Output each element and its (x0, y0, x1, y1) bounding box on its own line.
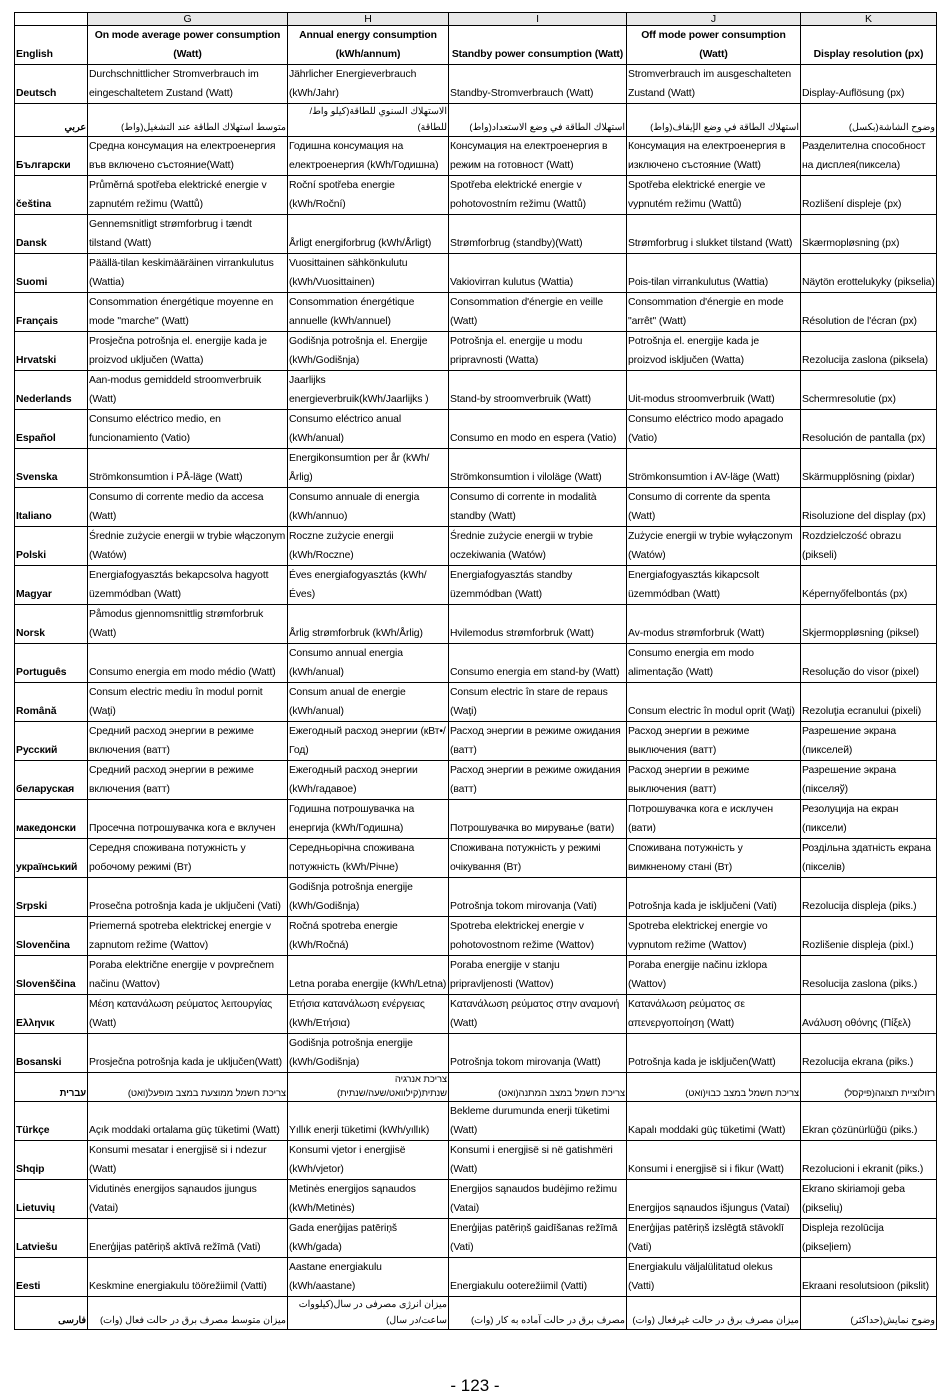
table-cell: Средний расход энергии в режиме включения (ватт) (88, 722, 288, 761)
table-cell: Årlig strømforbruk (kWh/Årlig) (288, 605, 449, 644)
table-cell: Consumo energia em modo alimentação (Watt) (627, 644, 801, 683)
table-row (15, 1034, 937, 1073)
table-row (15, 1073, 937, 1102)
table-cell: Расход энергии в режиме выключения (ватт) (627, 761, 801, 800)
table-cell: Consommation énergétique annuelle (kWh/annuel) (288, 293, 449, 332)
table-cell: Godišnja potrošnja energije (kWh/Godišnja) (288, 878, 449, 917)
table-cell: Enerģijas patēriņš izslēgtā stāvoklī (Vati) (627, 1219, 801, 1258)
table-cell: Poraba energije načinu izklopa (Wattov) (627, 956, 801, 995)
table-cell: Pois-tilan virrankulutus (Wattia) (627, 254, 801, 293)
table-row (15, 371, 937, 410)
table-cell: Aan-modus gemiddeld stroomverbruik (Watt) (88, 371, 288, 410)
language-label: فارسی (15, 1297, 88, 1330)
language-label: Polski (15, 527, 88, 566)
table-row (15, 332, 937, 371)
table-cell: Prosečna potrošnja kada je uključeni (Vati) (88, 878, 288, 917)
language-label: Hrvatski (15, 332, 88, 371)
table-row (15, 1141, 937, 1180)
language-label: English (15, 26, 88, 65)
table-cell: Skjermoppløsning (piksel) (801, 605, 937, 644)
table-cell: Potrošnja kada je isključeni (Vati) (627, 878, 801, 917)
table-cell: Середньорічна споживана потужність (kWh/Річне) (288, 839, 449, 878)
language-label: беларуская (15, 761, 88, 800)
table-cell: Consommation énergétique moyenne en mode "marche" (Watt) (88, 293, 288, 332)
table-cell: Energijos sąnaudos išjungus (Vatai) (627, 1180, 801, 1219)
language-label: македонски (15, 800, 88, 839)
column-letter: K (801, 13, 937, 26)
table-cell: میزان انرژی مصرفی در سال(کیلووات ساعت/در سال) (288, 1297, 449, 1330)
table-cell: Képernyőfelbontás (px) (801, 566, 937, 605)
table-cell: Консумация на електроенергия в режим на готовност (Watt) (449, 137, 627, 176)
table-cell: Consumo annuale di energia (kWh/annuo) (288, 488, 449, 527)
table-row (15, 605, 937, 644)
table-cell: Просечна потрошувачка кога е вклучен (88, 800, 288, 839)
table-row (15, 254, 937, 293)
table-cell: צריכת אנרגיה שנתית(קילוואט/שעה/שנתית) (288, 1073, 449, 1102)
table-cell: Консумация на електроенергия в изключено състояние (Watt) (627, 137, 801, 176)
table-cell: وضوح نمایش(حداکثر) (801, 1297, 937, 1330)
table-cell: Ekran çözünürlüğü (piks.) (801, 1102, 937, 1141)
language-label: Български (15, 137, 88, 176)
table-cell: Letna poraba energije (kWh/Letna) (288, 956, 449, 995)
table-cell: Rozlišení displeje (px) (801, 176, 937, 215)
table-cell: Konsumi i energjisë si në gatishmëri (Watt) (449, 1141, 627, 1180)
language-label: Srpski (15, 878, 88, 917)
table-cell: Ежегодный расход энергии (kWh/гадавое) (288, 761, 449, 800)
table-cell: Потрошувачка кога е исклучен (вати) (627, 800, 801, 839)
table-cell: Spotreba elektrickej energie vo vypnutom režime (Wattov) (627, 917, 801, 956)
table-row (15, 488, 937, 527)
language-label: Eesti (15, 1258, 88, 1297)
table-cell: Rezolucija displeja (piks.) (801, 878, 937, 917)
table-cell: Spotřeba elektrické energie ve vypnutém režimu (Wattů) (627, 176, 801, 215)
table-cell: Stromverbrauch im ausgeschalteten Zustand (Watt) (627, 65, 801, 104)
table-cell: Consumo energia em modo médio (Watt) (88, 644, 288, 683)
table-cell: צריכת חשמל במצב כבוי(ואט) (627, 1073, 801, 1102)
column-letter-row (15, 13, 937, 26)
language-label: Türkçe (15, 1102, 88, 1141)
table-row (15, 800, 937, 839)
language-label: čeština (15, 176, 88, 215)
language-label: Italiano (15, 488, 88, 527)
table-cell: Consumo di corrente medio da accesa (Watt) (88, 488, 288, 527)
table-cell: Standby-Stromverbrauch (Watt) (449, 65, 627, 104)
table-cell: Consommation d'énergie en veille (Watt) (449, 293, 627, 332)
table-cell: Consumo di corrente in modalità standby (Watt) (449, 488, 627, 527)
table-cell: Расход энергии в режиме ожидания (ватт) (449, 722, 627, 761)
header-row (15, 26, 937, 65)
table-row (15, 761, 937, 800)
language-label: Dansk (15, 215, 88, 254)
table-cell: استهلاك الطاقة في وضع الاستعداد(واط) (449, 104, 627, 137)
table-cell: Rezolucija ekrana (piks.) (801, 1034, 937, 1073)
page-number: - 123 - (450, 1376, 500, 1395)
table-cell: Consum electric în stare de repaus (Waţi) (449, 683, 627, 722)
language-label: Deutsch (15, 65, 88, 104)
table-cell: Resolucija zaslona (piks.) (801, 956, 937, 995)
column-header: Annual energy consumption (kWh/annum) (288, 26, 449, 65)
table-cell: Strømforbrug i slukket tilstand (Watt) (627, 215, 801, 254)
table-cell: Średnie zużycie energii w trybie oczekiwania (Watów) (449, 527, 627, 566)
table-row (15, 137, 937, 176)
table-cell: Priemerná spotreba elektrickej energie v zapnutom režime (Wattov) (88, 917, 288, 956)
table-cell: Strömkonsumtion i AV-läge (Watt) (627, 449, 801, 488)
language-label: Slovenčina (15, 917, 88, 956)
table-cell: Påmodus gjennomsnittlig strømforbruk (Watt) (88, 605, 288, 644)
table-row (15, 566, 937, 605)
table-row (15, 956, 937, 995)
table-cell: Средна консумация на електроенергия във включено състояние(Watt) (88, 137, 288, 176)
table-cell: Strømforbrug (standby)(Watt) (449, 215, 627, 254)
table-cell: الاستهلاك السنوي للطاقة(كيلو واط/للطاقة) (288, 104, 449, 137)
table-cell: Stand-by stroomverbruik (Watt) (449, 371, 627, 410)
language-label: Français (15, 293, 88, 332)
table-cell: Poraba električne energije v povprečnem načinu (Wattov) (88, 956, 288, 995)
table-cell: Display-Auflösung (px) (801, 65, 937, 104)
table-row (15, 449, 937, 488)
table-cell: Årligt energiforbrug (kWh/Årligt) (288, 215, 449, 254)
table-cell: Poraba energije v stanju pripravljenosti (Wattov) (449, 956, 627, 995)
table-cell: Consumo energia em stand-by (Watt) (449, 644, 627, 683)
table-cell: Enerģijas patēriņš aktīvā režīmā (Vati) (88, 1219, 288, 1258)
table-cell: Uit-modus stroomverbruik (Watt) (627, 371, 801, 410)
language-label: Ελληνικ (15, 995, 88, 1034)
column-letter: H (288, 13, 449, 26)
table-cell: Роздільна здатність екрана (пікселів) (801, 839, 937, 878)
table-cell: Resolución de pantalla (px) (801, 410, 937, 449)
table-cell: Strömkonsumtion i viloläge (Watt) (449, 449, 627, 488)
table-cell: Ekrano skiriamoji geba (pikselių) (801, 1180, 937, 1219)
table-cell: Enerģijas patēriņš gaidīšanas režīmā (Vati) (449, 1219, 627, 1258)
language-label: Slovenščina (15, 956, 88, 995)
table-cell: Gennemsnitligt strømforbrug i tændt tilstand (Watt) (88, 215, 288, 254)
table-cell: Roczne zużycie energii (kWh/Roczne) (288, 527, 449, 566)
table-cell: Споживана потужність у вимкненому стані (Вт) (627, 839, 801, 878)
table-cell: Yıllık enerji tüketimi (kWh/yıllık) (288, 1102, 449, 1141)
table-cell: Energiafogyasztás kikapcsolt üzemmódban (Watt) (627, 566, 801, 605)
table-cell: متوسط استهلاك الطاقة عند التشغيل(واط) (88, 104, 288, 137)
column-letter (15, 13, 88, 26)
column-letter: G (88, 13, 288, 26)
table-cell: Skärmupplösning (pixlar) (801, 449, 937, 488)
table-cell: Päällä-tilan keskimääräinen virrankulutus (Wattia) (88, 254, 288, 293)
table-cell: Godišnja potrošnja energije (kWh/Godišnja) (288, 1034, 449, 1073)
table-row (15, 104, 937, 137)
table-row (15, 293, 937, 332)
column-header: On mode average power consumption (Watt) (88, 26, 288, 65)
table-cell: רזולוציית תצוגה(פיקסל) (801, 1073, 937, 1102)
table-cell: Średnie zużycie energii w trybie włączonym (Watów) (88, 527, 288, 566)
table-cell: Rozdzielczość obrazu (pikseli) (801, 527, 937, 566)
table-row (15, 839, 937, 878)
table-cell: Средний расход энергии в режиме включения (ватт) (88, 761, 288, 800)
table-cell: استهلاك الطاقة في وضع الإيقاف(واط) (627, 104, 801, 137)
table-cell: Potrošnja el. energije kada je proizvod isključen (Watta) (627, 332, 801, 371)
table-cell: Energijos sąnaudos budėjimo režimu (Vatai) (449, 1180, 627, 1219)
table-cell: Rozlišenie displeja (pixl.) (801, 917, 937, 956)
language-label: Lietuvių (15, 1180, 88, 1219)
table-cell: Éves energiafogyasztás (kWh/Éves) (288, 566, 449, 605)
language-label: עברית (15, 1073, 88, 1102)
table-cell: Ежегодный расход энергии (кВт•/Год) (288, 722, 449, 761)
table-cell: Consum anual de energie (kWh/anual) (288, 683, 449, 722)
language-label: Norsk (15, 605, 88, 644)
table-cell: Разрешение экрана (пикселей) (801, 722, 937, 761)
table-cell: צריכת חשמל במצב המתנה(ואט) (449, 1073, 627, 1102)
table-row (15, 176, 937, 215)
table-cell: Prosječna potrošnja kada je uključen(Watt) (88, 1034, 288, 1073)
language-label: Română (15, 683, 88, 722)
table-cell: Potrošnja tokom mirovanja (Watt) (449, 1034, 627, 1073)
table-cell: Konsumi vjetor i energjisë (kWh/vjetor) (288, 1141, 449, 1180)
table-cell: Spotřeba elektrické energie v pohotovostním režimu (Wattů) (449, 176, 627, 215)
table-row (15, 65, 937, 104)
table-cell: Konsumi mesatar i energjisë si i ndezur (Watt) (88, 1141, 288, 1180)
language-label: عربي (15, 104, 88, 137)
table-cell: Risoluzione del display (px) (801, 488, 937, 527)
table-cell: Bekleme durumunda enerji tüketimi (Watt) (449, 1102, 627, 1141)
table-row (15, 1258, 937, 1297)
table-cell: Energikonsumtion per år (kWh/Årlig) (288, 449, 449, 488)
table-cell: Резолуција на екран (пиксели) (801, 800, 937, 839)
table-cell: Consumo di corrente da spenta (Watt) (627, 488, 801, 527)
table-cell: Rezolucija zaslona (piksela) (801, 332, 937, 371)
table-cell: Näytön erottelukyky (pikselia) (801, 254, 937, 293)
table-cell: Κατανάλωση ρεύματος σε απενεργοποίηση (Watt) (627, 995, 801, 1034)
table-cell: Jaarlijks energieverbruik(kWh/Jaarlijks ) (288, 371, 449, 410)
table-cell: وضوح الشاشة(بكسل) (801, 104, 937, 137)
table-cell: Zużycie energii w trybie wyłączonym (Watów) (627, 527, 801, 566)
table-row (15, 1219, 937, 1258)
table-cell: Potrošnja kada je isključen(Watt) (627, 1034, 801, 1073)
table-cell: Energiafogyasztás standby üzemmódban (Watt) (449, 566, 627, 605)
table-cell: Споживана потужність у режимі очікування (Вт) (449, 839, 627, 878)
table-row (15, 917, 937, 956)
table-cell: Energiakulu väljalülitatud olekus (Vatti) (627, 1258, 801, 1297)
table-cell: Μέση κατανάλωση ρεύματος λειτουργίας (Watt) (88, 995, 288, 1034)
table-cell: Ekraani resolutsioon (pikslit) (801, 1258, 937, 1297)
language-label: Shqip (15, 1141, 88, 1180)
table-cell: Consommation d'énergie en mode "arrêt" (Watt) (627, 293, 801, 332)
column-header: Display resolution (px) (801, 26, 937, 65)
table-cell: Потрошувачка во мирување (вати) (449, 800, 627, 839)
table-cell: Rezoluţia ecranului (pixeli) (801, 683, 937, 722)
table-cell: Durchschnittlicher Stromverbrauch im eingeschaltetem Zustand (Watt) (88, 65, 288, 104)
column-header: Standby power consumption (Watt) (449, 26, 627, 65)
table-cell: Jährlicher Energieverbrauch (kWh/Jahr) (288, 65, 449, 104)
table-cell: Consumo annual energia (kWh/anual) (288, 644, 449, 683)
table-cell: Metinės energijos sąnaudos (kWh/Metinės) (288, 1180, 449, 1219)
language-label: Português (15, 644, 88, 683)
column-letter: I (449, 13, 627, 26)
table-cell: Consumo eléctrico modo apagado (Vatio) (627, 410, 801, 449)
table-cell: Rezolucioni i ekranit (piks.) (801, 1141, 937, 1180)
table-cell: Strömkonsumtion i PÅ-läge (Watt) (88, 449, 288, 488)
language-label: український (15, 839, 88, 878)
table-cell: Ανάλυση οθόνης (Πίξελ) (801, 995, 937, 1034)
table-cell: Godišnja potrošnja el. Energije (kWh/Godišnja) (288, 332, 449, 371)
table-cell: Середня споживана потужність у робочому режимі (Вт) (88, 839, 288, 878)
table-cell: میزان مصرف برق در حالت غیرفعال (وات) (627, 1297, 801, 1330)
table-cell: Consumo en modo en espera (Vatio) (449, 410, 627, 449)
table-row (15, 527, 937, 566)
table-cell: Potrošnja el. energije u modu pripravnosti (Watta) (449, 332, 627, 371)
language-label: Svenska (15, 449, 88, 488)
language-label: Suomi (15, 254, 88, 293)
table-cell: Consum electric în modul oprit (Waţi) (627, 683, 801, 722)
table-row (15, 1102, 937, 1141)
translation-table (14, 12, 937, 1330)
table-row (15, 215, 937, 254)
table-cell: Displeja rezolūcija (pikseļiem) (801, 1219, 937, 1258)
table-cell: Resolução do visor (pixel) (801, 644, 937, 683)
table-cell: Spotreba elektrickej energie v pohotovostnom režime (Wattov) (449, 917, 627, 956)
table-row (15, 644, 937, 683)
table-cell: Průměrná spotřeba elektrické energie v zapnutém režimu (Wattů) (88, 176, 288, 215)
table-cell: Consumo eléctrico medio, en funcionamiento (Vatio) (88, 410, 288, 449)
table-cell: Energiakulu ooterežiimil (Vatti) (449, 1258, 627, 1297)
language-label: Español (15, 410, 88, 449)
table-cell: Aastane energiakulu (kWh/aastane) (288, 1258, 449, 1297)
table-cell: Energiafogyasztás bekapcsolva hagyott üzemmódban (Watt) (88, 566, 288, 605)
language-label: Русский (15, 722, 88, 761)
table-row (15, 878, 937, 917)
table-cell: Skærmopløsning (px) (801, 215, 937, 254)
table-cell: Κατανάλωση ρεύματος στην αναμονή (Watt) (449, 995, 627, 1034)
table-row (15, 410, 937, 449)
table-cell: Prosječna potrošnja el. energije kada je proizvod uključen (Watta) (88, 332, 288, 371)
table-cell: Av-modus strømforbruk (Watt) (627, 605, 801, 644)
language-label: Latviešu (15, 1219, 88, 1258)
table-row (15, 995, 937, 1034)
table-cell: Potrošnja tokom mirovanja (Vati) (449, 878, 627, 917)
table-row (15, 683, 937, 722)
table-cell: Keskmine energiakulu töörežiimil (Vatti) (88, 1258, 288, 1297)
table-cell: Açık moddaki ortalama güç tüketimi (Watt) (88, 1102, 288, 1141)
table-cell: Consumo eléctrico anual (kWh/anual) (288, 410, 449, 449)
table-cell: Schermresolutie (px) (801, 371, 937, 410)
table-cell: Расход энергии в режиме ожидания (ватт) (449, 761, 627, 800)
table-cell: Vuosittainen sähkönkulutu (kWh/Vuosittainen) (288, 254, 449, 293)
language-label: Bosanski (15, 1034, 88, 1073)
table-row (15, 1297, 937, 1330)
table-cell: צריכת חשמל ממוצעת במצב מופעל(ואט) (88, 1073, 288, 1102)
table-cell: Разделителна способност на дисплея(пиксела) (801, 137, 937, 176)
table-cell: Разрешение экрана (пікселяў) (801, 761, 937, 800)
column-header: Off mode power consumption (Watt) (627, 26, 801, 65)
table-cell: Годишна консумация на електроенергия (kWh/Годишна) (288, 137, 449, 176)
table-cell: Hvilemodus strømforbruk (Watt) (449, 605, 627, 644)
column-letter: J (627, 13, 801, 26)
table-cell: Konsumi i energjisë si i fikur (Watt) (627, 1141, 801, 1180)
table-cell: Vakiovirran kulutus (Wattia) (449, 254, 627, 293)
table-cell: Gada enerģijas patēriņš (kWh/gada) (288, 1219, 449, 1258)
table-cell: Vidutinės energijos sąnaudos įjungus (Vatai) (88, 1180, 288, 1219)
language-label: Nederlands (15, 371, 88, 410)
table-cell: Consum electric mediu în modul pornit (Waţi) (88, 683, 288, 722)
table-cell: Résolution de l'écran (px) (801, 293, 937, 332)
table-cell: مصرف برق در حالت آماده به کار (وات) (449, 1297, 627, 1330)
table-cell: Годишна потрошувачка на енергија (kWh/Годишна) (288, 800, 449, 839)
table-cell: Расход энергии в режиме выключения (ватт) (627, 722, 801, 761)
language-label: Magyar (15, 566, 88, 605)
table-row (15, 1180, 937, 1219)
table-cell: Kapalı moddaki güç tüketimi (Watt) (627, 1102, 801, 1141)
table-cell: Roční spotřeba energie (kWh/Roční) (288, 176, 449, 215)
table-cell: میزان متوسط مصرف برق در حالت فعال (وات) (88, 1297, 288, 1330)
table-row (15, 722, 937, 761)
table-cell: Ετήσια κατανάλωση ενέργειας (kWh/Ετήσια) (288, 995, 449, 1034)
table-cell: Ročná spotreba energie (kWh/Ročná) (288, 917, 449, 956)
